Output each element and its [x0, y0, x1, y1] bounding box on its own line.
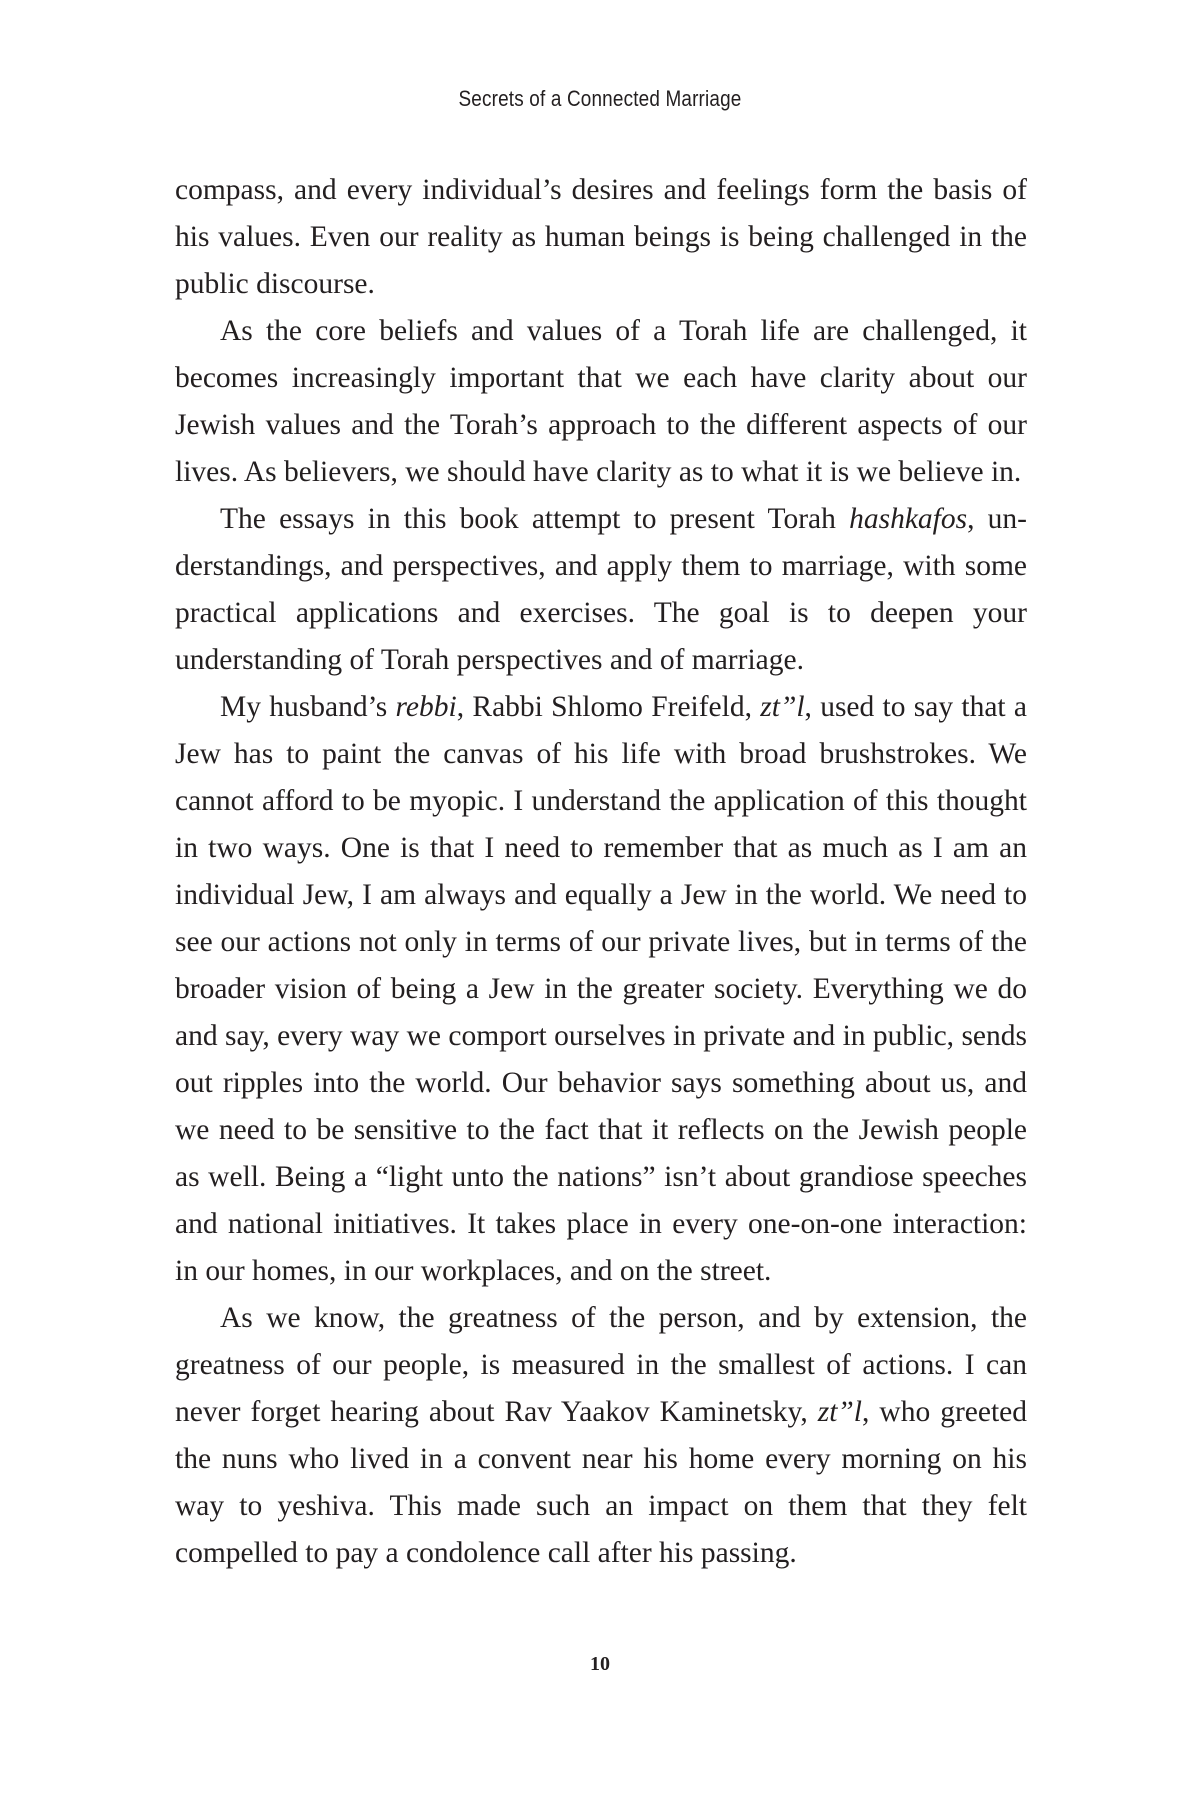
paragraph-5 — [175, 1295, 1027, 1577]
page-number: 10 — [590, 1653, 610, 1675]
paragraph-4-text-1: My husband’s — [220, 691, 396, 723]
paragraph-4-italic-ztl: zt”l — [760, 691, 805, 723]
paragraph-5-text-1: As we know, the greatness of the person, and by extension, the greatness of our people, is measured in the smallest of actions. I can never forget hearing about Rav Yaakov Kaminetsky, — [175, 1302, 1027, 1428]
paragraph-2: As the core beliefs and values of a Torah life are challenged, it becomes increasingly important that we each have clarity about our Jewish values and the Torah’s approach to the different aspects of our lives. As believers, we should have clarity as to what it is we believe in. — [175, 315, 1027, 488]
paragraph-3 — [175, 496, 1027, 684]
paragraph-1: compass, and every individual’s desires and feelings form the basis of his values. Even our reality as human beings is being challenged in the public discourse. — [175, 174, 1027, 300]
paragraph-4 — [175, 684, 1027, 1295]
paragraph-5-italic-ztl: zt”l — [817, 1396, 862, 1428]
paragraph-4-text-3: , used to say that a Jew has to paint the canvas of his life with broad brushstrokes. We cannot afford to be myopic. I understand the application of this thought in two ways. One is that I need to remember that as much as I am an individual Jew, I am always and equally a Jew in the world. We need to see our actions not only in terms of our private lives, but in terms of the broader vision of being a Jew in the greater society. Everything we do and say, every way we comport ourselves in private and in public, sends out ripples into the world. Our behavior says something about us, and we need to be sensitive to the fact that it reflects on the Jewish people as well. Being a “light unto the nations” isn’t about grandiose speeches and national initiatives. It takes place in every one-on-one interaction: in our homes, in our workplaces, and on the street. — [175, 691, 1027, 1287]
paragraph-3-text-1: The essays in this book attempt to present Torah — [220, 503, 850, 535]
paragraph-4-italic-rebbi: rebbi — [395, 691, 457, 723]
paragraph-3-text-2: , un-derstandings, and perspectives, and apply them to marriage, with some practical applications and exercises. The goal is to deepen your understanding of Torah perspectives and of marriage. — [175, 503, 1027, 676]
running-head: Secrets of a Connected Marriage — [458, 86, 742, 111]
body-text — [175, 167, 1027, 1577]
paragraph-5-text-2: , who greeted the nuns who lived in a convent near his home every morning on his way to yeshiva. This made such an impact on them that they felt compelled to pay a condolence call after his passing. — [175, 1396, 1027, 1569]
paragraph-4-text-2: , Rabbi Shlomo Freifeld, — [456, 691, 761, 723]
paragraph-3-italic-hashkafos: hashkafos — [849, 503, 968, 535]
